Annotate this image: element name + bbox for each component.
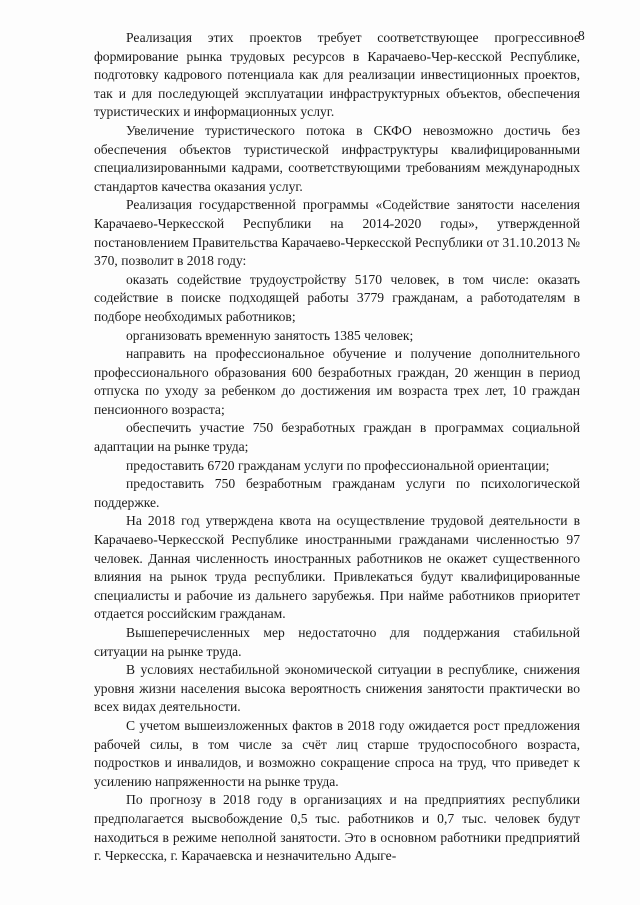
list-item-social-adaptation: обеспечить участие 750 безработных граждан в программах социальной адаптации на рынке труда; <box>94 420 580 455</box>
paragraph-projects-labor-market: Реализация этих проектов требует соответствующее прогрессивное формирование рынка трудовых ресурсов в Карачаево-Чер-кесской Республике, подготовку кадрового потенциала как для реализации инвестиционных проектов, так и для последующей эксплуатации инфраструктурных объектов, обеспечения туристических и информационных услуг. <box>94 30 580 120</box>
list-item-career-guidance: предоставить 6720 гражданам услуги по профессиональной ориентации; <box>126 457 550 473</box>
paragraph-labor-supply-growth: С учетом вышеизложенных фактов в 2018 году ожидается рост предложения рабочей силы, в том числе за счёт лиц старше трудоспособного возраста, подростков и инвалидов, и возможно сокращение спроса на труд, что приведет к усилению напряженности на рынке труда. <box>94 717 580 789</box>
list-item-professional-training: направить на профессиональное обучение и получение дополнительного профессионального образования 600 безработных граждан, 20 женщин в период отпуска по уходу за ребенком до достижения им возраста трех лет, 10 граждан пенсионного возраста; <box>94 346 580 417</box>
document-body <box>94 29 580 866</box>
paragraph-foreign-quota: На 2018 год утверждена квота на осуществление трудовой деятельности в Карачаево-Черкесской Республике иностранными гражданами численностью 97 человек. Данная численность иностранных работников не окажет существенного влияния на рынок труда республики. Привлекаться будут квалифицированные специалисты и рабочие из дальнего зарубежья. При найме работников приоритет отдается российским гражданам. <box>94 513 580 622</box>
list-item-employment-assistance: оказать содействие трудоустройству 5170 человек, в том числе: оказать содействие в поиске подходящей работы 3779 гражданам, а работодателям в подборе необходимых работников; <box>94 271 580 324</box>
paragraph-measures-insufficient: Вышеперечисленных мер недостаточно для поддержания стабильной ситуации на рынке труда. <box>94 625 580 659</box>
paragraph-forecast-release: По прогнозу в 2018 году в организациях и на предприятиях республики предполагается высвобождение 0,5 тыс. работников и 0,7 тыс. человек будут находиться в режиме неполной занятости. Это в основном работники предприятий г. Черкесска, г. Карачаевска и незначительно Адыге- <box>94 792 580 864</box>
page-number: 8 <box>578 28 585 43</box>
paragraph-unstable-economy: В условиях нестабильной экономической ситуации в республике, снижения уровня жизни населения высока вероятность снижения занятости практически во всех видах деятельности. <box>94 662 580 715</box>
list-item-temporary-employment: организовать временную занятость 1385 человек; <box>126 327 414 343</box>
list-item-psychological-support: предоставить 750 безработным гражданам услуги по психологической поддержке. <box>94 476 580 510</box>
paragraph-tourist-flow: Увеличение туристического потока в СКФО невозможно достичь без обеспечения объектов туристической инфраструктуры квалифицированными специализированными кадрами, соответствующими требованиям международных стандартов качества оказания услуг. <box>94 122 580 194</box>
paragraph-state-program: Реализация государственной программы «Содействие занятости населения Карачаево-Черкесской Республики на 2014-2020 годы», утвержденной постановлением Правительства Карачаево-Черкесской Республики от 31.10.2013 № 370, позволит в 2018 году: <box>94 197 580 269</box>
